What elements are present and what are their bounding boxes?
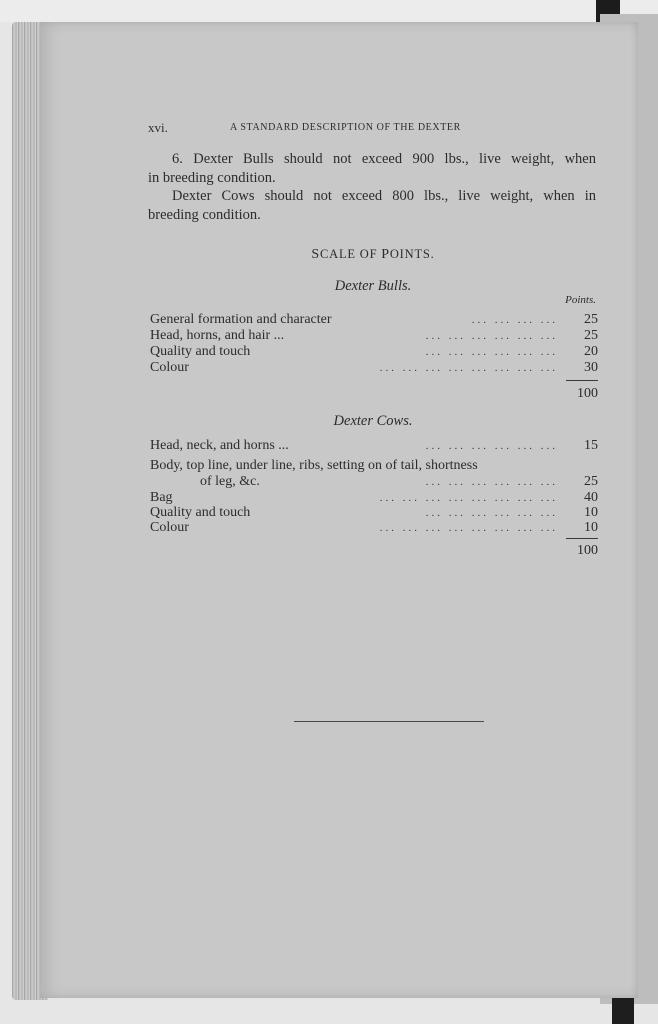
scale-of-points-heading [148,247,598,263]
leader-dots: ... ... ... ... ... ... [425,507,558,519]
paragraph-line: in breeding condition. [148,170,276,186]
row-points: 10 [584,520,598,535]
leader-dots: ... ... ... ... ... ... ... ... [379,522,558,534]
sum-rule [566,538,598,539]
cows-row [150,505,598,521]
cows-row [150,490,598,506]
leader-dots: ... ... ... ... ... ... [425,330,558,342]
row-label: Quality and touch [150,505,251,520]
paragraph-line: 6. Dexter Bulls should not exceed 900 lbs., live weight, when [172,151,596,167]
paragraph-cows-weight [148,187,596,225]
cows-row [150,520,598,536]
small-caps-text: CALE OF [320,247,382,261]
leader-dots: ... ... ... ... ... ... ... ... [379,362,558,374]
sum-rule [566,380,598,381]
paragraph-line: Dexter Cows should not exceed 800 lbs., live weight, when in [172,188,596,204]
row-label: Head, horns, and hair ... [150,328,285,343]
cows-heading: Dexter Cows. [333,413,413,429]
scan-top-margin [0,0,658,22]
row-label: Bag [150,490,173,505]
row-label: Quality and touch [150,344,251,359]
cows-row [150,458,598,474]
bulls-heading: Dexter Bulls. [334,278,412,294]
bulls-row [150,312,598,328]
leader-dots: ... ... ... ... ... ... ... ... [379,492,558,504]
row-label: Head, neck, and horns ... [150,438,289,453]
row-points: 30 [584,360,598,375]
small-caps-initial: P [381,247,390,262]
points-column-label: Points. [565,294,596,306]
cows-row [150,438,598,454]
paragraph-line: breeding condition. [148,207,261,223]
leader-dots: ... ... ... ... [471,314,558,326]
row-points: 25 [584,328,598,343]
page-number: xvi. [148,120,168,135]
row-points: 25 [584,474,598,489]
small-caps-initial: S [311,247,320,262]
bulls-row [150,328,598,344]
page-header [148,120,598,138]
row-label: Body, top line, under line, ribs, setting on of tail, shortness [150,458,478,473]
bulls-row [150,344,598,360]
cows-row [150,474,598,490]
row-label: Colour [150,520,189,535]
row-points: 15 [584,438,598,453]
row-label: of leg, &c. [200,474,260,489]
row-points: 20 [584,344,598,359]
row-label: General formation and character [150,312,332,327]
paragraph-bulls-weight [148,150,596,188]
bulls-row [150,360,598,376]
leader-dots: ... ... ... ... ... ... [425,476,558,488]
section-end-rule [294,721,484,722]
row-points: 25 [584,312,598,327]
row-points: 40 [584,490,598,505]
small-caps-text: OINTS. [389,247,435,261]
running-title: A STANDARD DESCRIPTION OF THE DEXTER [230,122,461,133]
row-label: Colour [150,360,189,375]
cows-total: 100 [577,543,598,558]
leader-dots: ... ... ... ... ... ... [425,346,558,358]
leader-dots: ... ... ... ... ... ... [425,440,558,452]
bulls-total: 100 [577,386,598,401]
row-points: 10 [584,505,598,520]
